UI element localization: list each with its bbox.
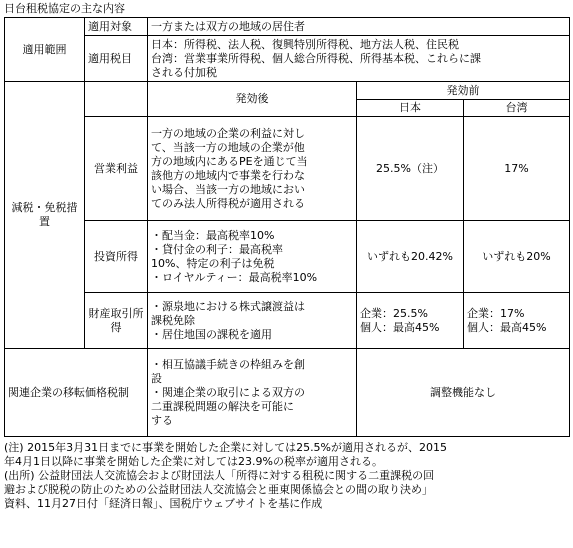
taxes-line: 日本：所得税、法人税、復興特別所得税、地方法人税、住民税 xyxy=(151,37,459,51)
business-profits-after: 一方の地域の企業の利益に対し て、当該一方の地域の企業が他 方の地域内にあるPEを通じて当 該他方の地域内で事業を行わな い場合、当該一方の地域におい てのみ法人所得税が適用される xyxy=(148,117,357,221)
taxes-line: される付加税 xyxy=(151,65,217,79)
taxes-label: 適用税目 xyxy=(85,36,148,82)
business-profits-taiwan: 17% xyxy=(464,117,570,221)
capital-gains-after: ・源泉地における株式譲渡益は 課税免除 ・居住地国の課税を適用 xyxy=(148,293,357,349)
footnote-line: 年4月1日以降に事業を開始した企業に対しては23.9%の税率が適用される。 xyxy=(4,455,383,468)
transfer-pricing-before: 調整機能なし xyxy=(357,349,570,437)
footnote-line: (注) 2015年3月31日までに事業を開始した企業に対しては25.5%が適用されるが、2015 xyxy=(4,441,448,454)
transfer-pricing-label: 関連企業の移転価格税制 xyxy=(5,349,148,437)
document-title: 日台租税協定の主な内容 xyxy=(4,2,125,15)
footnotes xyxy=(4,441,569,511)
blank-cell xyxy=(85,82,148,117)
tax-treaty-table xyxy=(4,17,570,437)
footnote-line: 資料、11月27日付「経済日報」、国税庁ウェブサイトを基に作成 xyxy=(4,497,323,510)
transfer-pricing-after: ・相互協議手続きの枠組みを創 設 ・関連企業の取引による双方の 二重課税問題の解決を可能に する xyxy=(148,349,357,437)
taxes-value xyxy=(148,36,570,82)
col-taiwan-header: 台湾 xyxy=(464,100,570,117)
business-profits-japan: 25.5%（注） xyxy=(357,117,464,221)
row-label-business-profits: 営業利益 xyxy=(85,117,148,221)
capital-gains-japan: 企業：25.5% 個人：最高45% xyxy=(357,293,464,349)
footnote-line: 避および脱税の防止のための公益財団法人交流協会と亜東関係協会との間の取り決め」 xyxy=(4,483,433,496)
target-value: 一方または双方の地域の居住者 xyxy=(148,18,570,36)
target-label: 適用対象 xyxy=(85,18,148,36)
investment-income-after: ・配当金：最高税率10% ・貸付金の利子：最高税率 10%、特定の利子は免税 ・ロイヤルティー：最高税率10% xyxy=(148,221,357,293)
investment-income-taiwan: いずれも20% xyxy=(464,221,570,293)
row-label-capital-gains: 財産取引所得 xyxy=(85,293,148,349)
col-before-header: 発効前 xyxy=(357,82,570,100)
investment-income-japan: いずれも20.42% xyxy=(357,221,464,293)
taxes-line: 台湾：営業事業所得税、個人総合所得税、所得基本税、これらに課 xyxy=(151,51,481,65)
relief-header: 減税・免税措置 xyxy=(5,82,85,349)
col-japan-header: 日本 xyxy=(357,100,464,117)
col-after-header: 発効後 xyxy=(148,82,357,117)
capital-gains-taiwan: 企業：17% 個人：最高45% xyxy=(464,293,570,349)
row-label-investment-income: 投資所得 xyxy=(85,221,148,293)
scope-header: 適用範囲 xyxy=(5,18,85,82)
footnote-line: (出所) 公益財団法人交流協会および財団法人「所得に対する租税に関する二重課税の回 xyxy=(4,469,435,482)
document xyxy=(4,2,569,511)
